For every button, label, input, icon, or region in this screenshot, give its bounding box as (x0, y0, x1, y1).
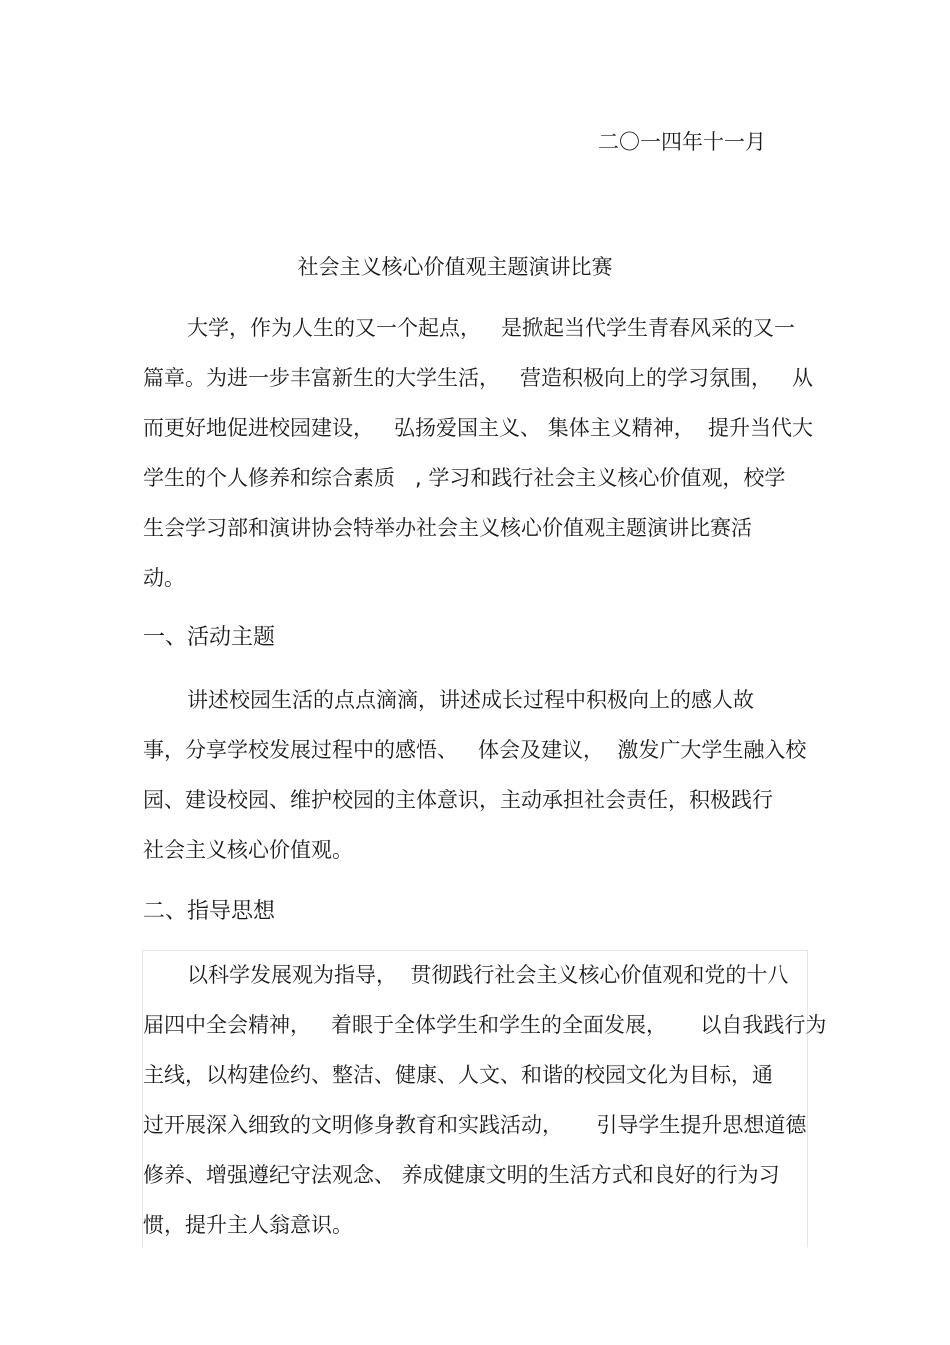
section1-line: 讲述校园生活的点点滴滴，讲述成长过程中积极向上的感人故 (187, 688, 754, 712)
document-title: 社会主义核心价值观主题演讲比赛 (297, 255, 613, 279)
intro-line: 篇章。为进一步丰富新生的大学生活， 营造积极向上的学习氛围， 从 (143, 366, 814, 390)
section-heading-guidance: 二、指导思想 (143, 899, 276, 924)
section2-line: 过开展深入细致的文明修身教育和实践活动， 引导学生提升思想道德 (143, 1113, 807, 1137)
section-heading-theme: 一、活动主题 (143, 625, 276, 650)
guidance-text-box (142, 950, 808, 1247)
section2-line: 惯，提升主人翁意识。 (143, 1213, 353, 1237)
section2-line: 主线，以构建俭约、整洁、健康、人文、和谐的校园文化为目标，通 (143, 1063, 773, 1087)
intro-line: 动。 (143, 566, 185, 590)
section2-line: 届四中全会精神， 着眼于全体学生和学生的全面发展， 以自我践行为 (143, 1013, 827, 1037)
intro-line: 大学，作为人生的又一个起点， 是掀起当代学生青春风采的又一 (187, 316, 796, 340)
section1-line: 社会主义核心价值观。 (143, 838, 353, 862)
section2-line: 修养、增强遵纪守法观念、 养成健康文明的生活方式和良好的行为习 (143, 1163, 780, 1187)
intro-line: 学生的个人修养和综合素质 , 学习和践行社会主义核心价值观，校学 (143, 466, 786, 490)
section2-line: 以科学发展观为指导， 贯彻践行社会主义核心价值观和党的十八 (187, 963, 789, 987)
intro-line: 生会学习部和演讲协会特举办社会主义核心价值观主题演讲比赛活 (143, 516, 752, 540)
section1-line: 事，分享学校发展过程中的感悟、 体会及建议， 激发广大学生融入校 (143, 738, 807, 762)
section1-line: 园、建设校园、维护校园的主体意识，主动承担社会责任，积极践行 (143, 788, 773, 812)
intro-line: 而更好地促进校园建设， 弘扬爱国主义、 集体主义精神， 提升当代大 (143, 416, 814, 440)
document-date: 二〇一四年十一月 (598, 130, 766, 154)
